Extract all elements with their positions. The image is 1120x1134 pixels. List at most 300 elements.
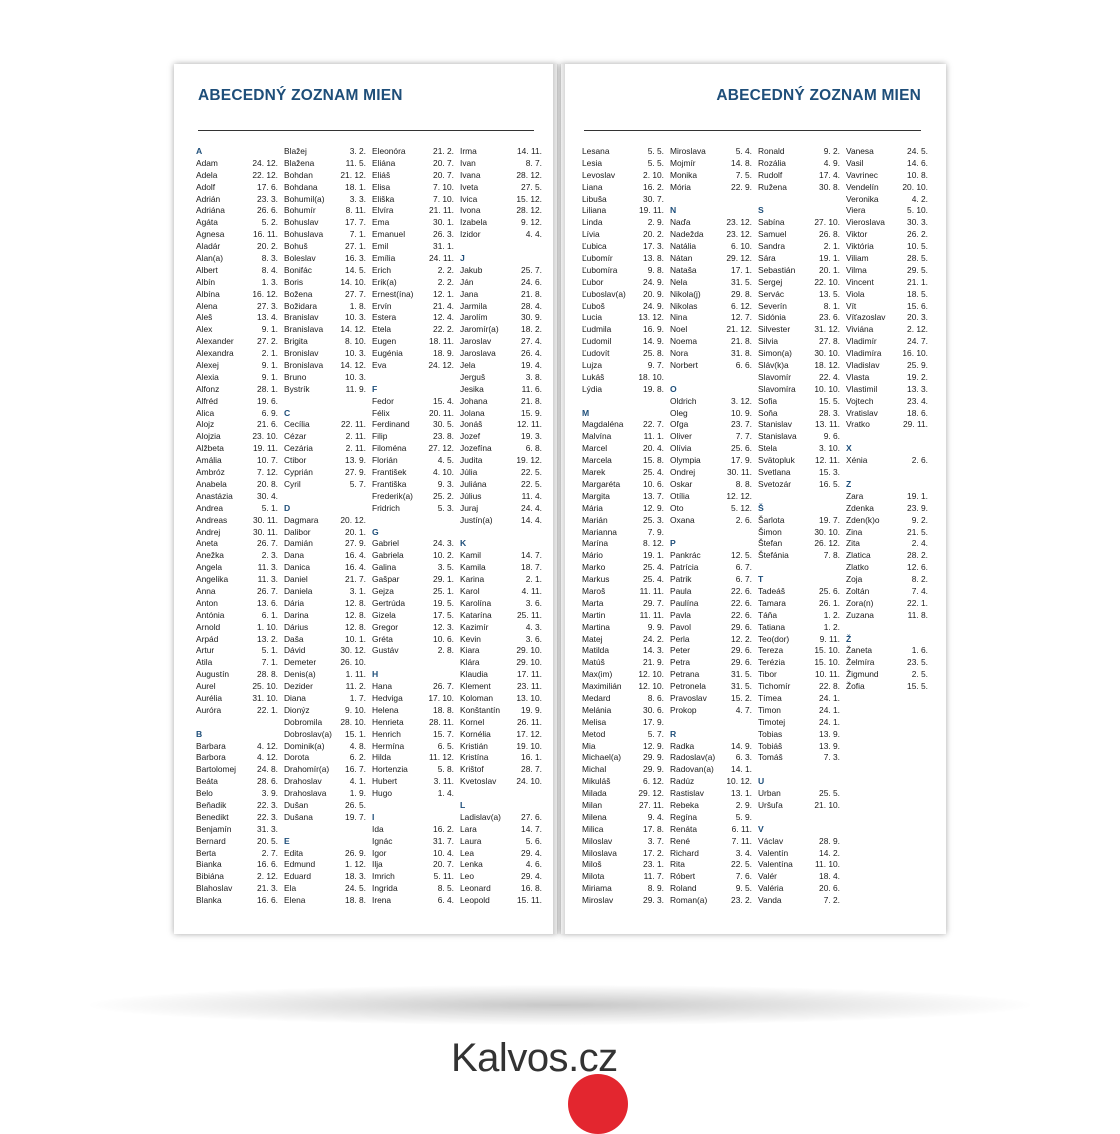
name-entry — [372, 895, 454, 907]
name-text: Simon(a) — [758, 348, 792, 359]
name-day-date: 19. 5. — [433, 597, 454, 608]
name-text: Anna — [196, 585, 216, 596]
name-day-date: 11. 11. — [639, 585, 664, 596]
name-entry — [372, 360, 454, 372]
name-entry — [582, 645, 664, 657]
name-day-date: 8. 4. — [261, 264, 278, 275]
name-text: Margaréta — [582, 478, 621, 489]
name-entry — [196, 348, 278, 360]
name-entry — [460, 182, 542, 194]
name-text: Šarlota — [758, 514, 785, 525]
name-text: Ľubica — [582, 241, 607, 252]
name-day-date: 2. 1. — [525, 574, 542, 585]
name-text: Malvína — [582, 431, 612, 442]
name-entry — [846, 182, 928, 194]
title-rule — [584, 130, 921, 131]
name-day-date: 18. 8. — [345, 895, 366, 906]
name-day-date: 17. 9. — [643, 716, 664, 727]
name-day-date: 24. 12. — [252, 157, 278, 168]
name-text: Aurel — [196, 681, 216, 692]
name-text: Želmíra — [846, 657, 875, 668]
name-text: Timon — [758, 704, 781, 715]
name-text: Pankrác — [670, 550, 701, 561]
name-entry — [460, 431, 542, 443]
name-entry — [460, 503, 542, 515]
name-text: Alfréd — [196, 395, 218, 406]
name-text: Adrián — [196, 193, 221, 204]
name-text: Mário — [582, 550, 603, 561]
name-text: Bonifác — [284, 264, 312, 275]
name-day-date: 26. 4. — [521, 348, 542, 359]
name-day-date: 17. 5. — [433, 609, 454, 620]
name-entry — [846, 360, 928, 372]
name-text: Valéria — [758, 883, 784, 894]
name-day-date: 15. 2. — [731, 692, 752, 703]
name-text: Ružena — [758, 181, 787, 192]
name-entry — [846, 527, 928, 539]
name-text: Drahomír(a) — [284, 764, 330, 775]
name-day-date: 2. 8. — [437, 645, 454, 656]
name-entry — [582, 764, 664, 776]
name-text: Bohuslava — [284, 229, 324, 240]
name-text: Alena — [196, 300, 218, 311]
name-day-date: 24. 8. — [257, 764, 278, 775]
name-text: Ingrida — [372, 883, 398, 894]
name-day-date: 29. 7. — [643, 597, 664, 608]
name-entry — [196, 550, 278, 562]
name-text: Darina — [284, 609, 309, 620]
name-text: Milada — [582, 788, 607, 799]
name-entry — [284, 538, 366, 550]
name-text: Gustáv — [372, 645, 399, 656]
name-text: Ernest(ína) — [372, 288, 414, 299]
name-text: Margita — [582, 490, 610, 501]
name-entry — [670, 562, 752, 574]
name-entry — [196, 622, 278, 634]
name-entry — [284, 550, 366, 562]
name-day-date: 21. 12. — [340, 169, 366, 180]
name-entry — [196, 883, 278, 895]
name-entry — [372, 859, 454, 871]
name-text: Gertrúda — [372, 597, 406, 608]
name-column — [582, 146, 664, 907]
name-day-date: 19. 2. — [907, 371, 928, 382]
name-day-date: 10. 6. — [643, 478, 664, 489]
name-entry — [758, 848, 840, 860]
name-text: Ľubomíra — [582, 264, 618, 275]
name-text: Vendelín — [846, 181, 879, 192]
name-day-date: 27. 1. — [345, 241, 366, 252]
name-day-date: 15. 12. — [516, 193, 542, 204]
name-entry — [372, 348, 454, 360]
name-day-date: 12. 4. — [433, 312, 454, 323]
name-text: Ema — [372, 217, 390, 228]
name-text: Ambróz — [196, 467, 225, 478]
name-text: Jerguš — [460, 371, 486, 382]
name-day-date: 11. 2. — [345, 681, 366, 692]
name-entry — [846, 384, 928, 396]
name-day-date: 13. 9. — [819, 728, 840, 739]
name-day-date: 29. 8. — [731, 288, 752, 299]
letter-heading: Š — [758, 502, 764, 513]
name-entry — [582, 752, 664, 764]
name-entry — [196, 289, 278, 301]
name-day-date: 29. 3. — [643, 895, 664, 906]
name-text: Valentín — [758, 847, 789, 858]
name-entry — [846, 503, 928, 515]
name-entry — [196, 384, 278, 396]
name-entry — [460, 848, 542, 860]
section-gap — [758, 491, 840, 503]
name-entry — [284, 515, 366, 527]
name-day-date: 12. 11. — [815, 455, 840, 466]
name-day-date: 25. 8. — [643, 348, 664, 359]
name-entry — [196, 681, 278, 693]
name-text: Zita — [846, 538, 860, 549]
name-entry — [284, 265, 366, 277]
name-entry — [582, 859, 664, 871]
name-text: Galina — [372, 562, 397, 573]
name-day-date: 5. 12. — [731, 502, 752, 513]
name-day-date: 3. 3. — [349, 193, 366, 204]
name-text: Viola — [846, 288, 865, 299]
name-text: Emil — [372, 241, 389, 252]
name-text: Justín(a) — [460, 514, 493, 525]
name-entry — [460, 479, 542, 491]
letter-heading: T — [758, 574, 764, 585]
section-gap — [460, 241, 542, 253]
name-day-date: 12. 7. — [731, 312, 752, 323]
name-entry — [670, 348, 752, 360]
name-entry — [846, 645, 928, 657]
name-entry — [582, 312, 664, 324]
name-entry — [670, 610, 752, 622]
name-text: Vilma — [846, 264, 867, 275]
name-text: Henrieta — [372, 716, 404, 727]
name-entry — [758, 396, 840, 408]
name-entry — [284, 301, 366, 313]
name-entry — [372, 788, 454, 800]
name-entry — [846, 289, 928, 301]
name-text: Emanuel — [372, 229, 406, 240]
name-text: Stanislav — [758, 419, 792, 430]
name-entry — [758, 515, 840, 527]
name-day-date: 2. 9. — [647, 217, 664, 228]
name-day-date: 13. 12. — [638, 312, 664, 323]
name-day-date: 18. 11. — [429, 336, 454, 347]
name-entry — [846, 194, 928, 206]
name-column — [670, 146, 752, 907]
name-entry — [846, 277, 928, 289]
name-text: Sandra — [758, 241, 786, 252]
name-text: Edita — [284, 847, 304, 858]
name-day-date: 22. 9. — [731, 181, 752, 192]
name-entry — [460, 360, 542, 372]
name-day-date: 24. 10. — [516, 776, 542, 787]
name-day-date: 1. 9. — [349, 788, 366, 799]
name-entry — [670, 396, 752, 408]
name-text: Izabela — [460, 217, 488, 228]
name-day-date: 30. 11. — [253, 526, 278, 537]
name-day-date: 14. 6. — [907, 157, 928, 168]
name-text: Radovan(a) — [670, 764, 714, 775]
name-day-date: 13. 10. — [516, 692, 542, 703]
name-entry — [196, 574, 278, 586]
name-text: Silvia — [758, 336, 779, 347]
name-day-date: 22. 2. — [433, 324, 454, 335]
section-gap — [582, 396, 664, 408]
name-entry — [372, 312, 454, 324]
name-entry — [284, 788, 366, 800]
name-entry — [582, 229, 664, 241]
name-entry — [372, 538, 454, 550]
name-day-date: 25. 6. — [731, 443, 752, 454]
name-day-date: 1. 10. — [257, 621, 278, 632]
name-day-date: 6. 8. — [525, 443, 542, 454]
name-day-date: 9. 12. — [521, 217, 542, 228]
name-entry — [758, 527, 840, 539]
name-entry — [372, 717, 454, 729]
name-entry — [582, 741, 664, 753]
name-entry — [758, 324, 840, 336]
name-text: Miloslava — [582, 847, 617, 858]
name-entry — [670, 693, 752, 705]
name-day-date: 23. 1. — [643, 859, 664, 870]
name-text: Uršuľa — [758, 799, 783, 810]
name-entry — [758, 681, 840, 693]
name-entry — [284, 229, 366, 241]
name-entry — [758, 348, 840, 360]
name-entry — [670, 824, 752, 836]
name-text: Martin — [582, 609, 606, 620]
name-text: Igor — [372, 847, 387, 858]
name-day-date: 14. 7. — [521, 823, 542, 834]
name-text: Ida — [372, 823, 384, 834]
name-day-date: 19. 1. — [819, 253, 840, 264]
name-day-date: 24. 1. — [819, 716, 840, 727]
name-text: Oldrich — [670, 395, 697, 406]
name-entry — [196, 836, 278, 848]
name-day-date: 21. 2. — [433, 146, 454, 156]
name-day-date: 23. 10. — [252, 431, 278, 442]
name-text: Ľudovít — [582, 348, 610, 359]
name-text: Tamara — [758, 597, 786, 608]
name-day-date: 5. 5. — [647, 157, 664, 168]
name-text: Pavla — [670, 609, 691, 620]
name-entry — [758, 634, 840, 646]
name-day-date: 5. 1. — [261, 645, 278, 656]
name-day-date: 20. 11. — [429, 407, 454, 418]
name-day-date: 11. 8. — [907, 609, 928, 620]
name-text: Kazimír — [460, 621, 489, 632]
name-text: Ervín — [372, 300, 392, 311]
name-text: Sebastián — [758, 264, 796, 275]
name-entry — [846, 205, 928, 217]
name-day-date: 22. 8. — [819, 681, 840, 692]
name-day-date: 6. 6. — [735, 360, 752, 371]
name-text: Tatiana — [758, 621, 786, 632]
section-gap — [846, 622, 928, 634]
letter-heading: K — [460, 538, 467, 549]
name-day-date: 8. 9. — [647, 883, 664, 894]
name-text: Petrana — [670, 669, 700, 680]
section-gap — [284, 491, 366, 503]
name-entry — [758, 741, 840, 753]
name-entry — [372, 431, 454, 443]
section-gap — [372, 515, 454, 527]
name-text: Nikolas — [670, 300, 698, 311]
name-text: Noel — [670, 324, 688, 335]
name-entry — [670, 836, 752, 848]
logo-circle — [568, 1074, 628, 1134]
name-text: Ľubor — [582, 276, 604, 287]
name-entry — [582, 883, 664, 895]
name-text: Dušana — [284, 811, 313, 822]
name-text: Alojz — [196, 419, 215, 430]
name-text: Rebeka — [670, 799, 699, 810]
name-day-date: 30. 10. — [814, 348, 840, 359]
name-entry — [670, 705, 752, 717]
name-text: Bohumil(a) — [284, 193, 325, 204]
name-entry — [196, 764, 278, 776]
name-text: Zina — [846, 526, 863, 537]
name-entry — [460, 229, 542, 241]
name-entry — [372, 170, 454, 182]
name-day-date: 15. 6. — [907, 300, 928, 311]
name-text: Božidara — [284, 300, 318, 311]
name-entry — [284, 253, 366, 265]
name-day-date: 6. 1. — [261, 609, 278, 620]
name-entry — [460, 693, 542, 705]
name-text: Medard — [582, 692, 611, 703]
name-text: Valentína — [758, 859, 793, 870]
name-text: Vojtech — [846, 395, 874, 406]
name-day-date: 14. 1. — [731, 764, 752, 775]
name-day-date: 11. 10. — [815, 859, 840, 870]
name-entry — [582, 788, 664, 800]
name-text: Noema — [670, 336, 697, 347]
name-text: Judita — [460, 455, 483, 466]
name-text: Blanka — [196, 895, 222, 906]
name-day-date: 10. 6. — [433, 633, 454, 644]
name-entry — [670, 681, 752, 693]
name-entry — [846, 301, 928, 313]
name-entry — [670, 895, 752, 907]
name-text: Viliam — [846, 253, 869, 264]
name-entry — [460, 324, 542, 336]
name-entry — [670, 788, 752, 800]
name-day-date: 6. 10. — [731, 241, 752, 252]
name-text: Anastázia — [196, 490, 233, 501]
name-entry — [372, 848, 454, 860]
name-text: Radúz — [670, 776, 695, 787]
name-day-date: 15. 3. — [819, 467, 840, 478]
name-day-date: 13. 7. — [643, 490, 664, 501]
name-entry — [582, 336, 664, 348]
name-entry — [460, 205, 542, 217]
name-day-date: 26. 9. — [345, 847, 366, 858]
name-day-date: 5. 8. — [437, 764, 454, 775]
name-text: Liana — [582, 181, 603, 192]
name-text: Svetozár — [758, 478, 792, 489]
name-text: Milica — [582, 823, 604, 834]
name-day-date: 25. 6. — [819, 585, 840, 596]
name-entry — [846, 336, 928, 348]
name-text: Eduard — [284, 871, 312, 882]
name-day-date: 9. 2. — [823, 146, 840, 156]
name-day-date: 25. 4. — [643, 574, 664, 585]
name-text: Bruno — [284, 371, 307, 382]
name-entry — [284, 158, 366, 170]
name-entry — [758, 645, 840, 657]
name-text: Aleš — [196, 312, 213, 323]
name-entry — [758, 717, 840, 729]
name-text: Xénia — [846, 455, 868, 466]
floor-shadow — [90, 985, 1030, 1025]
name-text: Zden(k)o — [846, 514, 880, 525]
name-day-date: 24. 2. — [643, 633, 664, 644]
name-day-date: 29. 12. — [638, 788, 664, 799]
name-text: Alexandra — [196, 348, 234, 359]
name-day-date: 21. 10. — [814, 799, 840, 810]
name-text: Matúš — [582, 657, 605, 668]
name-text: Žaneta — [846, 645, 873, 656]
name-day-date: 17. 4. — [819, 169, 840, 180]
name-day-date: 20. 9. — [643, 288, 664, 299]
name-text: Boris — [284, 276, 304, 287]
name-text: Eliána — [372, 157, 396, 168]
name-text: Jolana — [460, 407, 485, 418]
name-entry — [196, 634, 278, 646]
name-day-date: 9. 6. — [823, 431, 840, 442]
section-gap — [670, 194, 752, 206]
name-entry — [846, 491, 928, 503]
name-day-date: 20. 2. — [257, 241, 278, 252]
name-text: Cyril — [284, 478, 301, 489]
name-entry — [846, 396, 928, 408]
name-entry — [846, 408, 928, 420]
name-day-date: 22. 5. — [521, 467, 542, 478]
name-day-date: 1. 12. — [345, 859, 366, 870]
name-day-date: 19. 3. — [521, 431, 542, 442]
name-column — [372, 146, 454, 907]
name-entry — [196, 776, 278, 788]
name-entry — [284, 336, 366, 348]
name-day-date: 1. 8. — [349, 300, 366, 311]
name-text: Renáta — [670, 823, 698, 834]
name-day-date: 21. 12. — [726, 324, 752, 335]
name-text: Leopold — [460, 895, 490, 906]
name-entry — [670, 657, 752, 669]
name-entry — [758, 265, 840, 277]
name-text: Žigmund — [846, 669, 879, 680]
name-text: Tobias — [758, 728, 783, 739]
name-entry — [284, 681, 366, 693]
name-day-date: 22. 5. — [731, 859, 752, 870]
name-text: Vladimír — [846, 336, 877, 347]
name-text: Vlastimil — [846, 383, 878, 394]
name-entry — [670, 598, 752, 610]
name-day-date: 20. 4. — [643, 443, 664, 454]
name-text: Blažena — [284, 157, 315, 168]
name-entry — [196, 396, 278, 408]
name-day-date: 30. 11. — [727, 467, 752, 478]
name-entry — [284, 205, 366, 217]
name-text: Matej — [582, 633, 603, 644]
name-day-date: 2. 2. — [437, 264, 454, 275]
name-entry — [284, 729, 366, 741]
name-text: Patrik — [670, 574, 692, 585]
